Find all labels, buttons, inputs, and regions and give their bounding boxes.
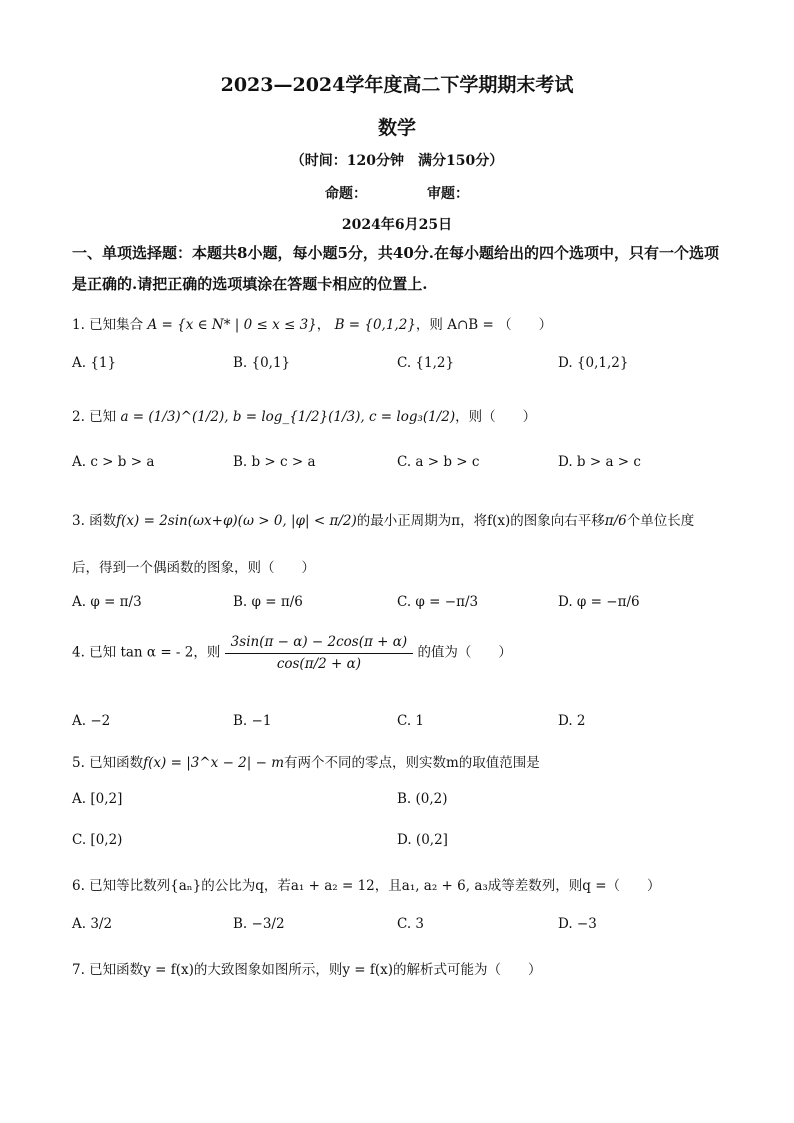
q3-option-a: A. φ = π/3 bbox=[72, 594, 142, 610]
question-7: 7. 已知函数y = f(x)的大致图象如图所示，则y = f(x)的解析式可能为（ ） bbox=[72, 962, 542, 978]
q2-option-a: A. c > b > a bbox=[72, 454, 155, 470]
q3-function: f(x) = 2sin(ωx+φ) bbox=[116, 513, 238, 529]
q3-condition: (ω > 0, |φ| < π/2) bbox=[237, 513, 357, 529]
question-5: 5. 已知函数f(x) = |3^x − 2| − m有两个不同的零点，则实数m的取值范围是 bbox=[72, 755, 540, 771]
q2-option-b: B. b > c > a bbox=[233, 454, 316, 470]
question-4: 4. 已知 tan α = - 2，则 $\frac{3\sin(\pi - \alpha) - 2\cos(\pi + \alpha)}{\cos(\pi/2 + \alpha)}$ 的值为（ ） bbox=[72, 634, 512, 672]
q4-fraction bbox=[225, 634, 413, 672]
q1-option-a: A. {1} bbox=[72, 355, 117, 371]
q3-option-d: D. φ = −π/6 bbox=[558, 594, 640, 610]
reviewer-label: 审题： bbox=[427, 186, 469, 202]
q2-expression: a = (1/3)^(1/2), b = log_{1/2}(1/3), c = log₃(1/2) bbox=[120, 409, 456, 425]
q4-option-a: A. −2 bbox=[72, 713, 111, 729]
question-6: 6. 已知等比数列{aₙ}的公比为q，若a₁ + a₂ = 12，且a₁, a₂ + 6, a₃成等差数列，则q =（ ） bbox=[72, 878, 661, 894]
q1-option-b: B. {0,1} bbox=[233, 355, 291, 371]
q5-option-a: A. [0,2] bbox=[72, 791, 123, 807]
q5-function: f(x) = |3^x − 2| − m bbox=[143, 755, 284, 771]
exam-subject: 数学 bbox=[377, 117, 416, 139]
q2-option-d: D. b > a > c bbox=[558, 454, 641, 470]
q6-option-c: C. 3 bbox=[397, 916, 425, 932]
exam-authors bbox=[0, 183, 794, 203]
q4-option-c: C. 1 bbox=[397, 713, 425, 729]
q6-option-b: B. −3/2 bbox=[233, 916, 285, 932]
question-3-line-2: 后，得到一个偶函数的图象，则（ ） bbox=[72, 560, 315, 576]
section-instructions: 一、单项选择题：本题共8小题，每小题5分，共40分.在每小题给出的四个选项中，只有一个选项是正确的.请把正确的选项填涂在答题卡相应的位置上. bbox=[72, 244, 719, 293]
exam-time-info: （时间：120分钟 满分150分） bbox=[290, 153, 504, 169]
q3-shift: π/6 bbox=[604, 513, 627, 529]
q1-set-a: A = {x ∈ N* | 0 ≤ x ≤ 3} bbox=[147, 317, 317, 333]
question-1: 1. 已知集合 A = {x ∈ N* | 0 ≤ x ≤ 3}， B = {0,1,2}，则 A∩B = （ ） bbox=[72, 317, 553, 333]
q4-option-d: D. 2 bbox=[558, 713, 586, 729]
q1-option-d: D. {0,1,2} bbox=[558, 355, 629, 371]
q6-option-d: D. −3 bbox=[558, 916, 597, 932]
q4-denominator: cos(π/2 + α) bbox=[276, 656, 361, 672]
q4-option-b: B. −1 bbox=[233, 713, 272, 729]
q1-option-c: C. {1,2} bbox=[397, 355, 455, 371]
q1-set-b: B = {0,1,2} bbox=[334, 317, 416, 333]
q5-option-b: B. (0,2) bbox=[397, 791, 448, 807]
exam-title: 2023—2024学年度高二下学期期末考试 bbox=[220, 74, 574, 96]
q6-option-a: A. 3/2 bbox=[72, 916, 113, 932]
question-2: 2. 已知 a = (1/3)^(1/2), b = log_{1/2}(1/3), c = log₃(1/2)，则（ ） bbox=[72, 409, 537, 425]
q3-option-b: B. φ = π/6 bbox=[233, 594, 303, 610]
q2-option-c: C. a > b > c bbox=[397, 454, 480, 470]
q5-option-c: C. [0,2) bbox=[72, 832, 123, 848]
exam-date: 2024年6月25日 bbox=[341, 217, 453, 233]
q5-option-d: D. (0,2] bbox=[397, 832, 448, 848]
q3-option-c: C. φ = −π/3 bbox=[397, 594, 479, 610]
question-3: 3. 函数f(x) = 2sin(ωx+φ)(ω > 0, |φ| < π/2)的最小正周期为π，将f(x)的图象向右平移π/6个单位长度 bbox=[72, 513, 695, 529]
author-label: 命题： bbox=[325, 186, 367, 202]
q4-numerator: 3sin(π − α) − 2cos(π + α) bbox=[225, 634, 413, 654]
